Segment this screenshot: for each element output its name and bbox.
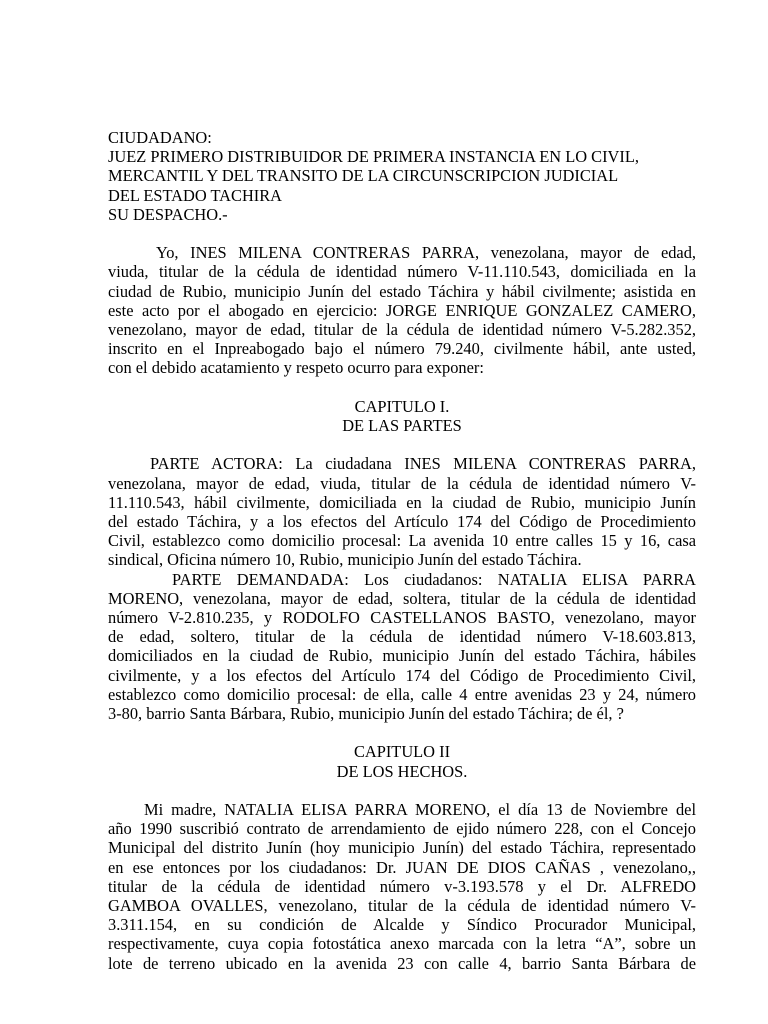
paragraph-line: civilmente, y a los efectos del Artículo 174 del Código de Procedimiento Civil, (108, 665, 696, 685)
spacer (108, 723, 696, 742)
paragraph-line: de edad, soltero, titular de la cédula de identidad número V-18.603.813, (108, 627, 696, 647)
addressee-block (108, 128, 696, 224)
chapter-1-heading (108, 397, 696, 435)
paragraph-line: PARTE ACTORA: La ciudadana INES MILENA CONTRERAS PARRA, (150, 454, 696, 474)
paragraph-line: en ese entonces por los ciudadanos: Dr. JUAN DE DIOS CAÑAS , venezolano,, (108, 857, 696, 877)
hechos-paragraph (108, 800, 696, 973)
paragraph-line: venezolana, mayor de edad, viuda, titular de la cédula de identidad número V- (108, 473, 696, 493)
addressee-line: CIUDADANO: (108, 128, 212, 147)
chapter-title: CAPITULO II (353, 742, 451, 762)
parte-demandada-paragraph (108, 570, 696, 724)
paragraph-line: este acto por el abogado en ejercicio: JORGE ENRIQUE GONZALEZ CAMERO, (108, 300, 696, 320)
chapter-subtitle: DE LAS PARTES (342, 416, 462, 436)
paragraph-line: titular de la cédula de identidad número v-3.193.578 y el Dr. ALFREDO (108, 876, 696, 896)
paragraph-line: Yo, INES MILENA CONTRERAS PARRA, venezolana, mayor de edad, (156, 243, 696, 263)
parte-actora-paragraph (108, 454, 696, 569)
addressee-line: SU DESPACHO.- (108, 204, 228, 224)
paragraph-line: domiciliados en la ciudad de Rubio, municipio Junín del estado Táchira, hábiles (108, 646, 696, 666)
paragraph-line: con el debido acatamiento y respeto ocurro para exponer: (108, 358, 484, 378)
addressee-line: MERCANTIL Y DEL TRANSITO DE LA CIRCUNSCRIPCION JUDICIAL (108, 166, 619, 186)
intro-paragraph (108, 243, 696, 377)
spacer (108, 435, 696, 454)
paragraph-line: Civil, establezco como domicilio procesal: La avenida 10 entre calles 15 y 16, casa (108, 531, 696, 551)
paragraph-line: número V-2.810.235, y RODOLFO CASTELLANOS BASTO, venezolano, mayor (108, 608, 696, 628)
paragraph-line: inscrito en el Inpreabogado bajo el número 79.240, civilmente hábil, ante usted, (108, 339, 696, 359)
paragraph-line: 3-80, barrio Santa Bárbara, Rubio, municipio Junín del estado Táchira; de él, ? (108, 704, 624, 724)
paragraph-line: del estado Táchira, y a los efectos del Artículo 174 del Código de Procedimiento (108, 512, 696, 532)
paragraph-line: MORENO, venezolana, mayor de edad, soltera, titular de la cédula de identidad (108, 588, 696, 608)
paragraph-line: Municipal del distrito Junín (hoy municipio Junín) del estado Táchira, representado (108, 838, 696, 858)
paragraph-line: establezco como domicilio procesal: de ella, calle 4 entre avenidas 23 y 24, número (108, 684, 696, 704)
paragraph-line: Mi madre, NATALIA ELISA PARRA MORENO, el día 13 de Noviembre del (144, 800, 696, 820)
paragraph-line: viuda, titular de la cédula de identidad número V-11.110.543, domiciliada en la (108, 262, 696, 282)
spacer (108, 781, 696, 800)
chapter-2-heading (108, 742, 696, 780)
document-page (108, 128, 696, 973)
paragraph-line: ciudad de Rubio, municipio Junín del estado Táchira y hábil civilmente; asistida en (108, 281, 696, 301)
addressee-line: JUEZ PRIMERO DISTRIBUIDOR DE PRIMERA INSTANCIA EN LO CIVIL, (108, 147, 639, 167)
paragraph-line: año 1990 suscribió contrato de arrendamiento de ejido número 228, con el Concejo (108, 819, 696, 839)
paragraph-line: PARTE DEMANDADA: Los ciudadanos: NATALIA ELISA PARRA (172, 569, 696, 589)
paragraph-line: 11.110.543, hábil civilmente, domiciliada en la ciudad de Rubio, municipio Junín (108, 492, 696, 512)
spacer (108, 378, 696, 397)
chapter-subtitle: DE LOS HECHOS. (336, 761, 468, 781)
spacer (108, 224, 696, 243)
paragraph-line: venezolano, mayor de edad, titular de la cédula de identidad número V-5.282.352, (108, 320, 696, 340)
paragraph-line: respectivamente, cuya copia fotostática anexo marcada con la letra “A”, sobre un (108, 934, 696, 954)
chapter-title: CAPITULO I. (354, 396, 450, 416)
addressee-line: DEL ESTADO TACHIRA (108, 185, 283, 205)
paragraph-line: 3.311.154, en su condición de Alcalde y Síndico Procurador Municipal, (108, 915, 696, 935)
paragraph-line: lote de terreno ubicado en la avenida 23 con calle 4, barrio Santa Bárbara de (108, 953, 696, 973)
paragraph-line: sindical, Oficina número 10, Rubio, municipio Junín del estado Táchira. (108, 550, 582, 570)
paragraph-line: GAMBOA OVALLES, venezolano, titular de la cédula de identidad número V- (108, 896, 696, 916)
